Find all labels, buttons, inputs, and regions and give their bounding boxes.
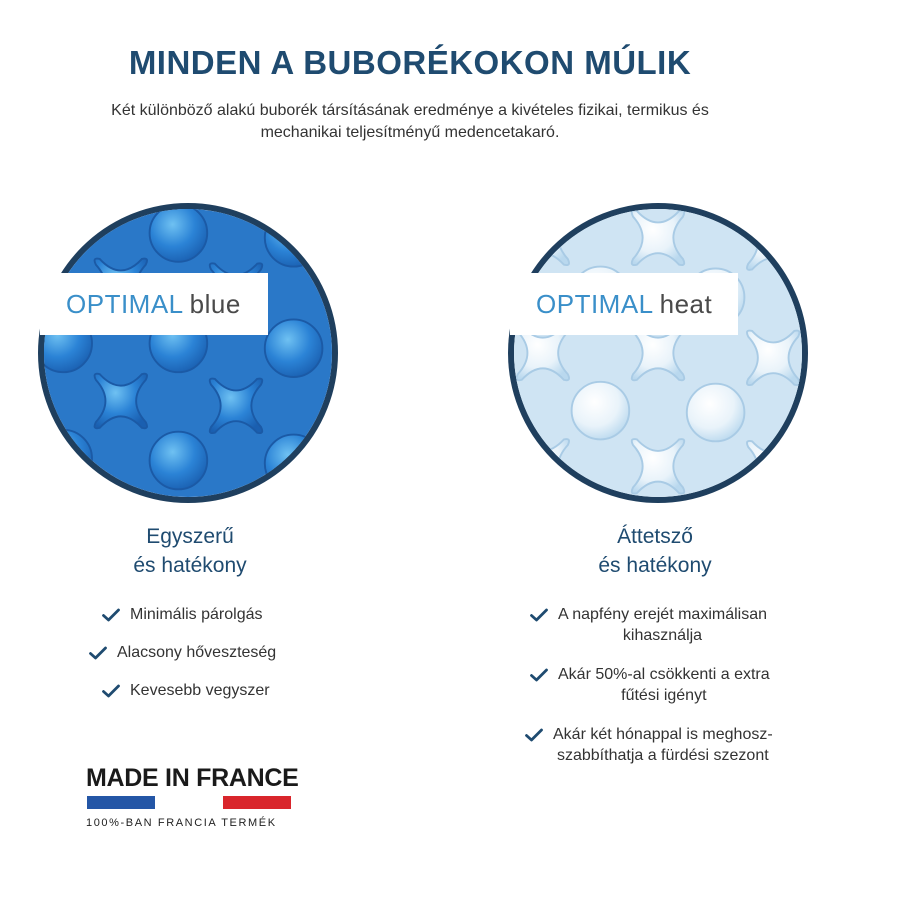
optimal-heat-label — [510, 273, 738, 335]
made-in-france-title: MADE IN FRANCE — [86, 764, 299, 792]
feature-item — [89, 642, 276, 663]
product-brand: OPTIMAL — [66, 288, 184, 319]
feature-text: szabbíthatja a fürdési szezont — [556, 747, 769, 764]
check-icon — [530, 604, 550, 625]
page-title: MINDEN A BUBORÉKOKON MÚLIK — [128, 44, 692, 81]
product-variant: heat — [659, 288, 713, 319]
optimal-blue-bubble-image — [38, 203, 338, 503]
optimal-heat-bubble-image — [508, 203, 808, 503]
feature-item — [102, 604, 263, 625]
product-variant: blue — [189, 288, 241, 319]
feature-text: Alacsony hőveszteség — [117, 644, 277, 661]
heading-line: és hatékony — [133, 554, 247, 577]
feature-text: Akár két hónappal is meghosz- — [553, 726, 773, 743]
subtitle-line: Két különböző alakú buborék társításának eredménye a kivételes fizikai, termikus és — [111, 102, 709, 119]
feature-text: kihasználja — [622, 627, 703, 644]
feature-item — [525, 724, 773, 766]
optimal-blue-heading — [40, 522, 340, 580]
optimal-heat-heading — [505, 522, 805, 580]
feature-item — [530, 664, 770, 706]
feature-text: fűtési igényt — [621, 687, 707, 704]
optimal-blue-label — [40, 273, 268, 335]
flag-red-stripe — [223, 796, 291, 809]
check-icon — [530, 664, 550, 685]
feature-text: Kevesebb vegyszer — [130, 682, 270, 699]
heading-line: Áttetsző — [617, 525, 693, 548]
feature-text: A napfény erejét maximálisan — [558, 606, 767, 623]
check-icon — [89, 642, 109, 663]
feature-item — [102, 680, 270, 701]
heading-line: és hatékony — [598, 554, 712, 577]
check-icon — [102, 680, 122, 701]
page-subtitle — [40, 100, 780, 144]
blue-bubble-pattern — [44, 209, 332, 497]
made-in-france-subtitle: 100%-BAN FRANCIA TERMÉK — [86, 817, 277, 829]
product-brand: OPTIMAL — [536, 288, 654, 319]
feature-item — [530, 604, 767, 646]
feature-text: Akár 50%-al csökkenti a extra — [558, 666, 770, 683]
heat-bubble-pattern — [514, 209, 802, 497]
feature-text: Minimális párolgás — [130, 606, 263, 623]
flag-blue-stripe — [87, 796, 155, 809]
check-icon — [102, 604, 122, 625]
subtitle-line: mechanikai teljesítményű medencetakaró. — [260, 124, 560, 141]
check-icon — [525, 724, 545, 745]
heading-line: Egyszerű — [146, 525, 234, 548]
